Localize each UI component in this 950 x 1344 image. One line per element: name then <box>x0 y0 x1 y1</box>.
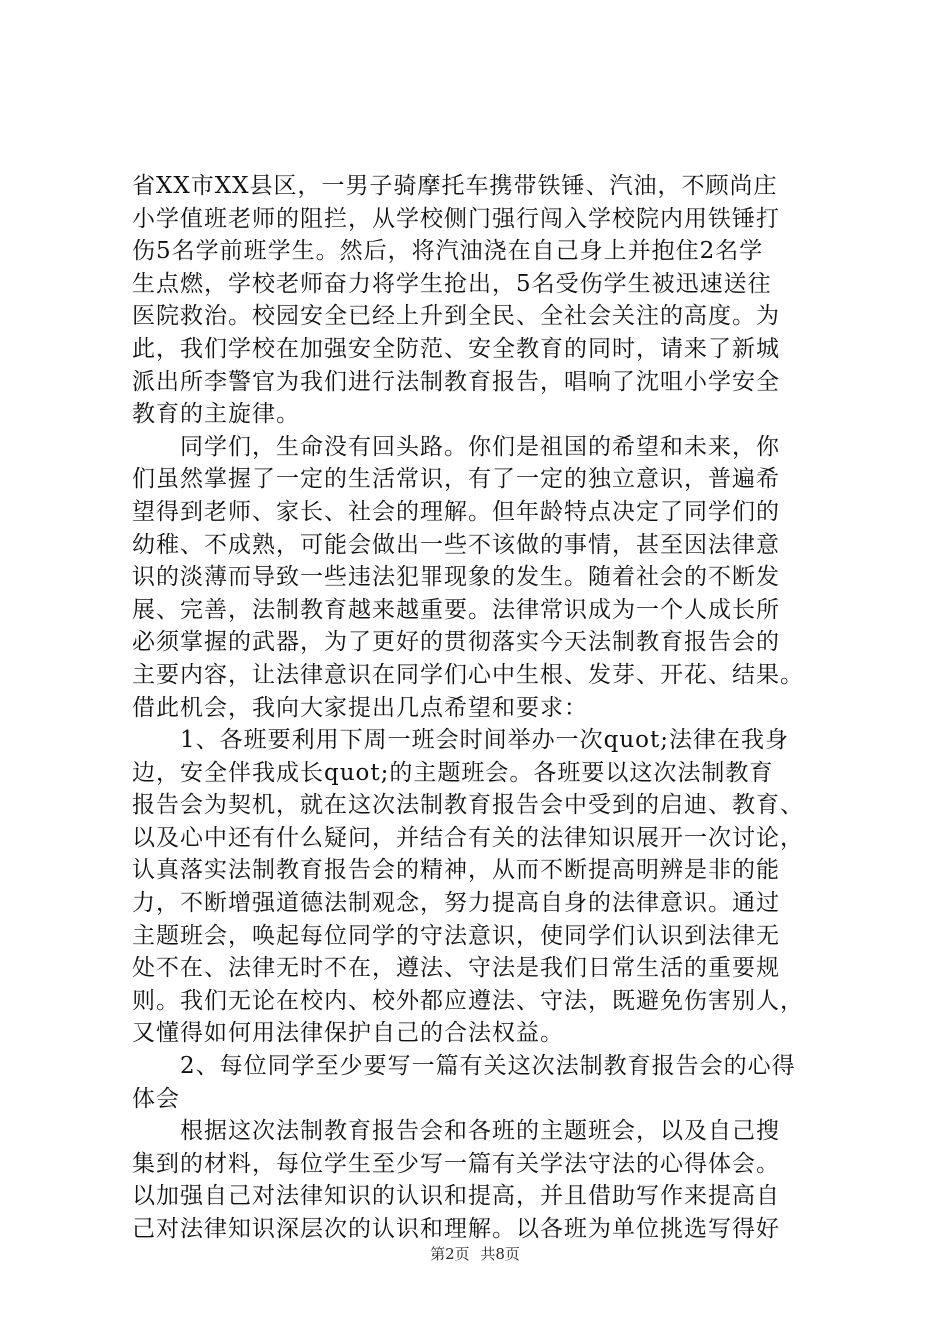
text-line: 教育的主旋律。 <box>132 401 300 428</box>
text-line: 省XX市XX县区，一男子骑摩托车携带铁锤、汽油，不顾尚庄 <box>132 173 778 199</box>
text-line: 主题班会，唤起每位同学的守法意识，使同学们认识到法律无 <box>132 922 780 949</box>
text-line: 认真落实法制教育报告会的精神，从而不断提高明辨是非的能 <box>132 857 780 884</box>
text-line: 识的淡薄而导致一些违法犯罪现象的发生。随着社会的不断发 <box>132 564 780 591</box>
text-line: 处不在、法律无时不在，遵法、守法是我们日常生活的重要规 <box>132 955 780 982</box>
page-footer <box>0 1243 950 1264</box>
text-line: 以加强自己对法律知识的认识和提高，并且借助写作来提高自 <box>132 1183 780 1210</box>
text-line: 报告会为契机，就在这次法制教育报告会中受到的启迪、教育、 <box>132 792 804 819</box>
text-line: 主要内容，让法律意识在同学们心中生根、发芽、开花、结果。 <box>132 661 804 688</box>
text-line: 借此机会，我向大家提出几点希望和要求： <box>132 694 588 721</box>
text-line: 边，安全伴我成长quot;的主题班会。各班要以这次法制教育 <box>132 759 774 786</box>
page-total: 共8页 <box>480 1245 520 1263</box>
text-line: 则。我们无论在校内、校外都应遵法、守法，既避免伤害别人， <box>132 987 804 1014</box>
text-line: 此，我们学校在加强安全防范、安全教育的同时，请来了新城 <box>132 335 780 362</box>
text-line: 集到的材料，每位学生至少写一篇有关学法守法的心得体会。 <box>132 1150 780 1177</box>
text-line: 以及心中还有什么疑问，并结合有关的法律知识展开一次讨论， <box>132 824 804 851</box>
page-number: 第2页 <box>430 1245 470 1263</box>
text-line: 2、每位同学至少要写一篇有关这次法制教育报告会的心得 <box>132 1053 796 1080</box>
text-line: 伤5名学前班学生。然后，将汽油浇在自己身上并抱住2名学 <box>132 238 764 265</box>
text-line: 小学值班老师的阻拦，从学校侧门强行闯入学校院内用铁锤打 <box>132 205 780 232</box>
text-line: 体会 <box>132 1085 180 1112</box>
text-line: 1、各班要利用下周一班会时间举办一次quot;法律在我身 <box>132 727 790 754</box>
text-line: 必须掌握的武器，为了更好的贯彻落实今天法制教育报告会的 <box>132 629 780 656</box>
text-line: 们虽然掌握了一定的生活常识，有了一定的独立意识，普遍希 <box>132 466 780 493</box>
text-line: 望得到老师、家长、社会的理解。但年龄特点决定了同学们的 <box>132 498 780 525</box>
body-text <box>132 170 832 1246</box>
text-line: 生点燃，学校老师奋力将学生抢出，5名受伤学生被迅速送往 <box>132 270 772 297</box>
text-line: 己对法律知识深层次的认识和理解。以各班为单位挑选写得好 <box>132 1216 780 1242</box>
text-line: 根据这次法制教育报告会和各班的主题班会，以及自己搜 <box>132 1118 780 1145</box>
text-line: 展、完善，法制教育越来越重要。法律常识成为一个人成长所 <box>132 596 780 623</box>
text-line: 同学们，生命没有回头路。你们是祖国的希望和未来，你 <box>132 433 780 460</box>
text-line: 力，不断增强道德法制观念，努力提高自身的法律意识。通过 <box>132 890 780 917</box>
text-line: 又懂得如何用法律保护自己的合法权益。 <box>132 1020 564 1047</box>
text-line: 派出所李警官为我们进行法制教育报告，唱响了沈咀小学安全 <box>132 368 780 395</box>
text-line: 幼稚、不成熟，可能会做出一些不该做的事情，甚至因法律意 <box>132 531 780 558</box>
text-line: 医院救治。校园安全已经上升到全民、全社会关注的高度。为 <box>132 303 780 330</box>
